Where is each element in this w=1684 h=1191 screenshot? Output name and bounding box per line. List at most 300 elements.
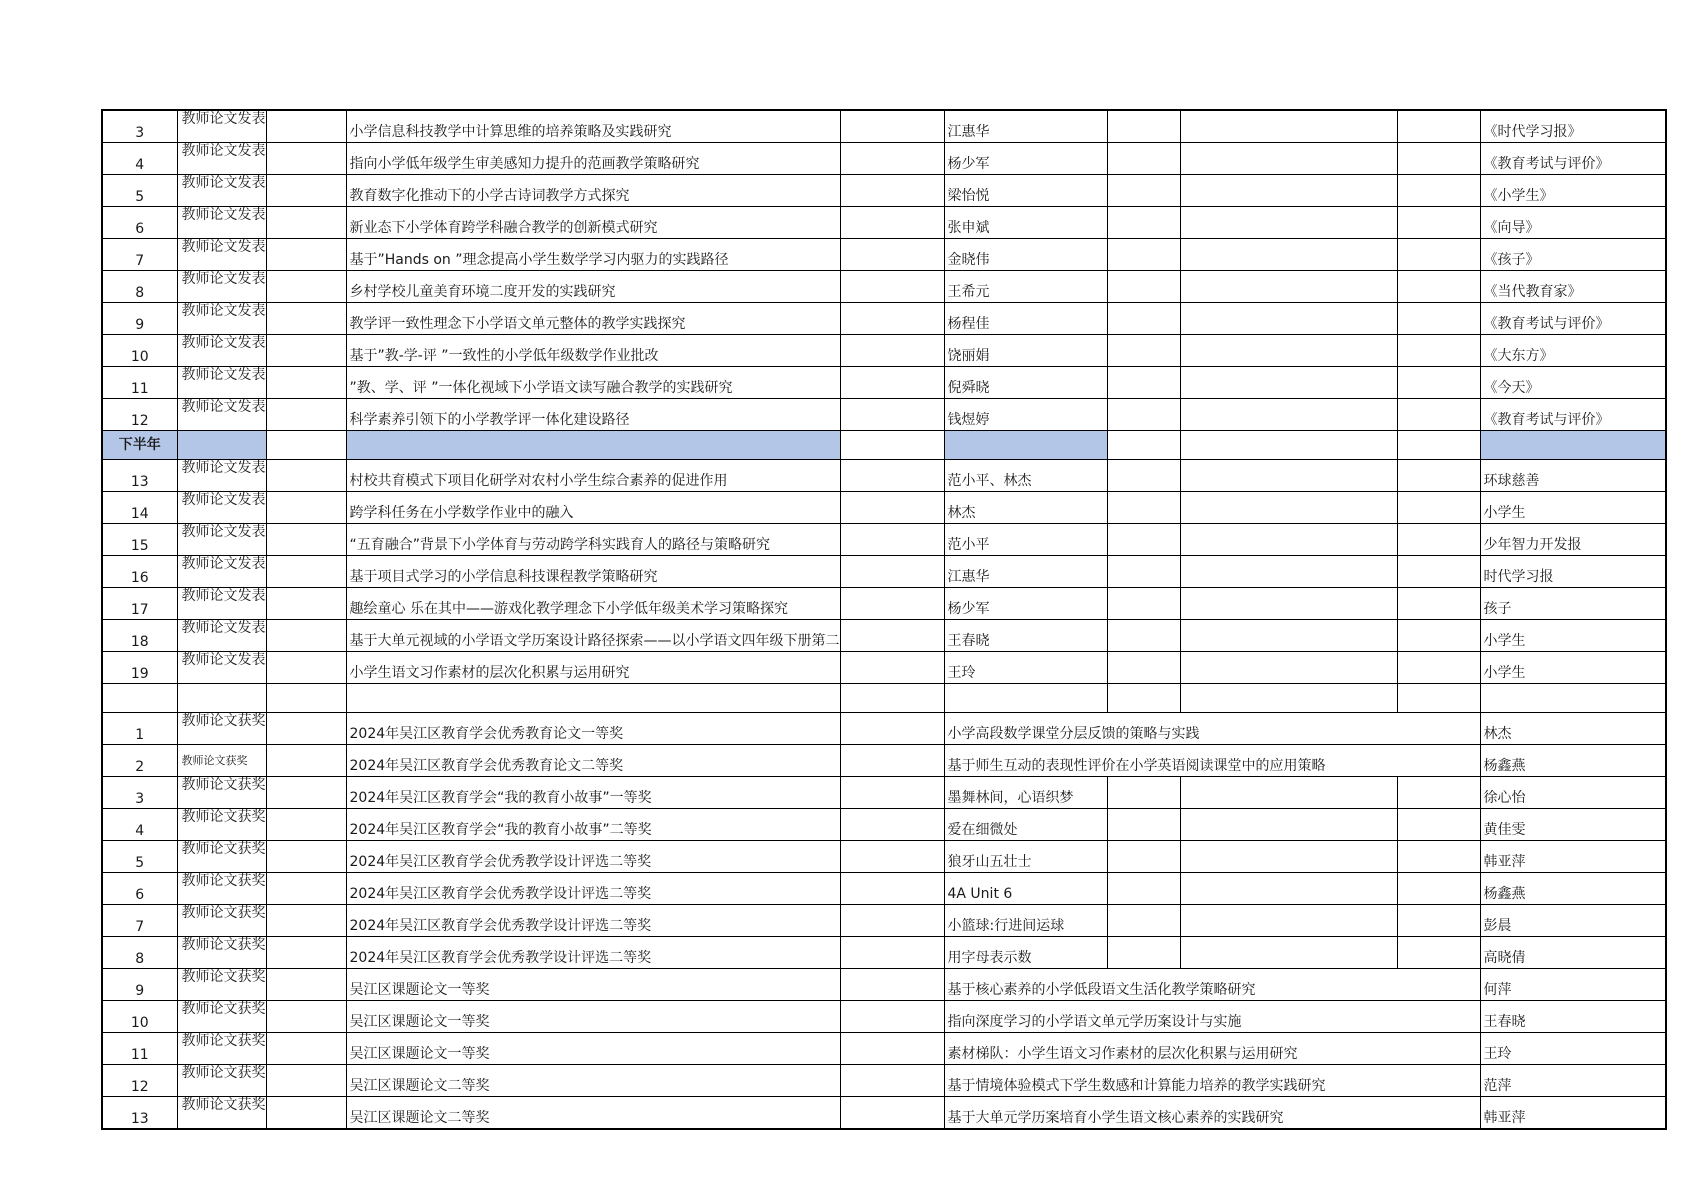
empty-cell bbox=[266, 303, 346, 335]
award-name-cell: 吴江区课题论文一等奖 bbox=[346, 1001, 840, 1033]
blank-cell bbox=[346, 684, 840, 713]
paper-title-cell: 跨学科任务在小学数学作业中的融入 bbox=[346, 492, 840, 524]
empty-cell bbox=[1107, 460, 1180, 492]
paper-title-cell: 村校共育模式下项目化研学对农村小学生综合素养的促进作用 bbox=[346, 460, 840, 492]
row-number: 17 bbox=[102, 588, 177, 620]
blank-cell bbox=[1397, 684, 1480, 713]
row-number: 13 bbox=[102, 460, 177, 492]
publication-cell: 小学生 bbox=[1480, 652, 1666, 684]
empty-cell bbox=[1107, 841, 1180, 873]
person-cell: 王玲 bbox=[1480, 1033, 1666, 1065]
empty-cell bbox=[840, 652, 944, 684]
person-cell: 林杰 bbox=[1480, 713, 1666, 745]
section-cell bbox=[1397, 431, 1480, 460]
publication-cell: 《教育考试与评价》 bbox=[1480, 143, 1666, 175]
empty-cell bbox=[1397, 873, 1480, 905]
row-number: 10 bbox=[102, 335, 177, 367]
person-cell: 杨鑫燕 bbox=[1480, 745, 1666, 777]
row-number: 12 bbox=[102, 399, 177, 431]
blank-cell bbox=[944, 684, 1107, 713]
empty-cell bbox=[840, 271, 944, 303]
person-cell: 高晓倩 bbox=[1480, 937, 1666, 969]
publication-cell: 《小学生》 bbox=[1480, 175, 1666, 207]
empty-cell bbox=[266, 271, 346, 303]
empty-cell bbox=[266, 841, 346, 873]
empty-cell bbox=[840, 335, 944, 367]
paper-title-cell: 小学信息科技教学中计算思维的培养策略及实践研究 bbox=[346, 110, 840, 143]
category-cell: 教师论文获奖 bbox=[177, 713, 266, 745]
award-name-cell: 2024年吴江区教育学会优秀教学设计评选二等奖 bbox=[346, 841, 840, 873]
empty-cell bbox=[840, 303, 944, 335]
award-name-cell: 2024年吴江区教育学会“我的教育小故事”一等奖 bbox=[346, 777, 840, 809]
award-title-cell: 小篮球:行进间运球 bbox=[944, 905, 1107, 937]
empty-cell bbox=[840, 207, 944, 239]
empty-cell bbox=[266, 1033, 346, 1065]
category-cell: 教师论文发表 bbox=[177, 367, 266, 399]
empty-cell bbox=[1107, 652, 1180, 684]
empty-cell bbox=[1107, 207, 1180, 239]
row-number: 7 bbox=[102, 905, 177, 937]
empty-cell bbox=[1180, 524, 1397, 556]
category-cell: 教师论文发表 bbox=[177, 303, 266, 335]
blank-cell bbox=[1480, 684, 1666, 713]
row-number: 12 bbox=[102, 1065, 177, 1097]
person-cell: 彭晨 bbox=[1480, 905, 1666, 937]
empty-cell bbox=[266, 399, 346, 431]
empty-cell bbox=[1397, 175, 1480, 207]
author-cell: 范小平、林杰 bbox=[944, 460, 1107, 492]
category-cell: 教师论文发表 bbox=[177, 492, 266, 524]
row-number: 6 bbox=[102, 207, 177, 239]
empty-cell bbox=[266, 620, 346, 652]
award-title-cell: 基于师生互动的表现性评价在小学英语阅读课堂中的应用策略 bbox=[944, 745, 1480, 777]
paper-title-cell: 新业态下小学体育跨学科融合教学的创新模式研究 bbox=[346, 207, 840, 239]
section-cell bbox=[840, 431, 944, 460]
paper-title-cell: ”教、学、评 ”一体化视域下小学语文读写融合教学的实践研究 bbox=[346, 367, 840, 399]
empty-cell bbox=[840, 809, 944, 841]
person-cell: 黄佳雯 bbox=[1480, 809, 1666, 841]
empty-cell bbox=[1180, 335, 1397, 367]
paper-title-cell: 基于大单元视域的小学语文学历案设计路径探索——以小学语文四年级下册第二 bbox=[346, 620, 840, 652]
table-row bbox=[102, 556, 1666, 588]
empty-cell bbox=[840, 399, 944, 431]
empty-cell bbox=[266, 905, 346, 937]
award-name-cell: 2024年吴江区教育学会“我的教育小故事”二等奖 bbox=[346, 809, 840, 841]
empty-cell bbox=[1107, 335, 1180, 367]
empty-cell bbox=[840, 1033, 944, 1065]
person-cell: 何萍 bbox=[1480, 969, 1666, 1001]
blank-cell bbox=[177, 684, 266, 713]
section-cell bbox=[944, 431, 1107, 460]
empty-cell bbox=[1397, 524, 1480, 556]
empty-cell bbox=[266, 1097, 346, 1130]
category-cell: 教师论文发表 bbox=[177, 207, 266, 239]
empty-cell bbox=[840, 1097, 944, 1130]
table-row bbox=[102, 652, 1666, 684]
table-row bbox=[102, 492, 1666, 524]
paper-title-cell: 乡村学校儿童美育环境二度开发的实践研究 bbox=[346, 271, 840, 303]
category-cell: 教师论文获奖 bbox=[177, 1001, 266, 1033]
blank-row bbox=[102, 684, 1666, 713]
award-name-cell: 2024年吴江区教育学会优秀教育论文二等奖 bbox=[346, 745, 840, 777]
row-number: 2 bbox=[102, 745, 177, 777]
empty-cell bbox=[266, 110, 346, 143]
empty-cell bbox=[266, 652, 346, 684]
row-number: 6 bbox=[102, 873, 177, 905]
category-cell: 教师论文发表 bbox=[177, 399, 266, 431]
award-name-cell: 2024年吴江区教育学会优秀教学设计评选二等奖 bbox=[346, 937, 840, 969]
author-cell: 王希元 bbox=[944, 271, 1107, 303]
empty-cell bbox=[1107, 524, 1180, 556]
empty-cell bbox=[266, 809, 346, 841]
category-cell: 教师论文获奖 bbox=[177, 1097, 266, 1130]
empty-cell bbox=[1180, 175, 1397, 207]
author-cell: 倪舜晓 bbox=[944, 367, 1107, 399]
empty-cell bbox=[840, 588, 944, 620]
award-name-cell: 2024年吴江区教育学会优秀教学设计评选二等奖 bbox=[346, 905, 840, 937]
section-label: 下半年 bbox=[102, 431, 177, 460]
row-number: 5 bbox=[102, 841, 177, 873]
table-row bbox=[102, 937, 1666, 969]
empty-cell bbox=[1107, 399, 1180, 431]
table-row bbox=[102, 335, 1666, 367]
award-name-cell: 吴江区课题论文二等奖 bbox=[346, 1065, 840, 1097]
empty-cell bbox=[1180, 239, 1397, 271]
category-cell: 教师论文发表 bbox=[177, 556, 266, 588]
empty-cell bbox=[266, 745, 346, 777]
table-row bbox=[102, 460, 1666, 492]
empty-cell bbox=[266, 556, 346, 588]
person-cell: 韩亚萍 bbox=[1480, 841, 1666, 873]
table-row bbox=[102, 239, 1666, 271]
author-cell: 饶丽娟 bbox=[944, 335, 1107, 367]
publication-cell: 孩子 bbox=[1480, 588, 1666, 620]
empty-cell bbox=[266, 492, 346, 524]
blank-cell bbox=[1180, 684, 1397, 713]
table-row bbox=[102, 143, 1666, 175]
category-cell: 教师论文发表 bbox=[177, 460, 266, 492]
empty-cell bbox=[1397, 207, 1480, 239]
table-row bbox=[102, 1001, 1666, 1033]
section-cell bbox=[346, 431, 840, 460]
author-cell: 杨少军 bbox=[944, 143, 1107, 175]
blank-cell bbox=[1107, 684, 1180, 713]
empty-cell bbox=[1180, 110, 1397, 143]
author-cell: 钱煜婷 bbox=[944, 399, 1107, 431]
author-cell: 杨程佳 bbox=[944, 303, 1107, 335]
empty-cell bbox=[1180, 399, 1397, 431]
empty-cell bbox=[1397, 620, 1480, 652]
blank-cell bbox=[266, 684, 346, 713]
table-row bbox=[102, 1065, 1666, 1097]
empty-cell bbox=[266, 460, 346, 492]
achievement-table bbox=[101, 109, 1667, 1130]
award-name-cell: 吴江区课题论文二等奖 bbox=[346, 1097, 840, 1130]
empty-cell bbox=[840, 1001, 944, 1033]
table-row bbox=[102, 110, 1666, 143]
publication-cell: 《今天》 bbox=[1480, 367, 1666, 399]
empty-cell bbox=[1397, 110, 1480, 143]
empty-cell bbox=[266, 937, 346, 969]
publication-cell: 时代学习报 bbox=[1480, 556, 1666, 588]
empty-cell bbox=[840, 460, 944, 492]
empty-cell bbox=[1180, 207, 1397, 239]
empty-cell bbox=[840, 777, 944, 809]
paper-title-cell: 趣绘童心 乐在其中——游戏化教学理念下小学低年级美术学习策略探究 bbox=[346, 588, 840, 620]
publication-cell: 《教育考试与评价》 bbox=[1480, 303, 1666, 335]
publication-cell: 环球慈善 bbox=[1480, 460, 1666, 492]
award-title-cell: 指向深度学习的小学语文单元学历案设计与实施 bbox=[944, 1001, 1480, 1033]
empty-cell bbox=[266, 175, 346, 207]
table-row bbox=[102, 207, 1666, 239]
publication-cell: 《教育考试与评价》 bbox=[1480, 399, 1666, 431]
empty-cell bbox=[1107, 588, 1180, 620]
category-cell: 教师论文获奖 bbox=[177, 777, 266, 809]
award-title-cell: 小学高段数学课堂分层反馈的策略与实践 bbox=[944, 713, 1480, 745]
empty-cell bbox=[1397, 271, 1480, 303]
row-number: 19 bbox=[102, 652, 177, 684]
table-row bbox=[102, 588, 1666, 620]
award-name-cell: 吴江区课题论文一等奖 bbox=[346, 969, 840, 1001]
empty-cell bbox=[266, 777, 346, 809]
author-cell: 王玲 bbox=[944, 652, 1107, 684]
paper-title-cell: 教学评一致性理念下小学语文单元整体的教学实践探究 bbox=[346, 303, 840, 335]
table-row bbox=[102, 777, 1666, 809]
award-title-cell: 素材梯队：小学生语文习作素材的层次化积累与运用研究 bbox=[944, 1033, 1480, 1065]
row-number: 9 bbox=[102, 969, 177, 1001]
table-row bbox=[102, 1097, 1666, 1130]
empty-cell bbox=[1180, 873, 1397, 905]
empty-cell bbox=[1180, 460, 1397, 492]
empty-cell bbox=[840, 524, 944, 556]
category-cell: 教师论文获奖 bbox=[177, 1033, 266, 1065]
empty-cell bbox=[1180, 937, 1397, 969]
award-title-cell: 4A Unit 6 bbox=[944, 873, 1107, 905]
row-number: 3 bbox=[102, 777, 177, 809]
empty-cell bbox=[1107, 239, 1180, 271]
publication-cell: 小学生 bbox=[1480, 620, 1666, 652]
empty-cell bbox=[1107, 873, 1180, 905]
empty-cell bbox=[1107, 303, 1180, 335]
author-cell: 张申斌 bbox=[944, 207, 1107, 239]
empty-cell bbox=[1107, 905, 1180, 937]
award-title-cell: 基于情境体验模式下学生数感和计算能力培养的教学实践研究 bbox=[944, 1065, 1480, 1097]
empty-cell bbox=[1397, 937, 1480, 969]
table-row bbox=[102, 1033, 1666, 1065]
row-number: 3 bbox=[102, 110, 177, 143]
paper-title-cell: 小学生语文习作素材的层次化积累与运用研究 bbox=[346, 652, 840, 684]
empty-cell bbox=[1180, 777, 1397, 809]
table-row bbox=[102, 399, 1666, 431]
empty-cell bbox=[266, 367, 346, 399]
spacer-section bbox=[102, 684, 1666, 713]
publication-cell: 《向导》 bbox=[1480, 207, 1666, 239]
award-title-cell: 基于核心素养的小学低段语文生活化教学策略研究 bbox=[944, 969, 1480, 1001]
empty-cell bbox=[1180, 556, 1397, 588]
empty-cell bbox=[840, 1065, 944, 1097]
empty-cell bbox=[840, 905, 944, 937]
empty-cell bbox=[266, 524, 346, 556]
table-row bbox=[102, 303, 1666, 335]
empty-cell bbox=[1397, 905, 1480, 937]
empty-cell bbox=[840, 745, 944, 777]
section-cell bbox=[266, 431, 346, 460]
row-number: 8 bbox=[102, 937, 177, 969]
row-number: 11 bbox=[102, 367, 177, 399]
category-cell: 教师论文获奖 bbox=[177, 873, 266, 905]
empty-cell bbox=[840, 841, 944, 873]
row-number: 4 bbox=[102, 143, 177, 175]
table-row bbox=[102, 873, 1666, 905]
row-number: 7 bbox=[102, 239, 177, 271]
blank-cell bbox=[840, 684, 944, 713]
category-cell: 教师论文获奖 bbox=[177, 809, 266, 841]
category-cell: 教师论文获奖 bbox=[177, 937, 266, 969]
author-cell: 梁怡悦 bbox=[944, 175, 1107, 207]
empty-cell bbox=[1180, 143, 1397, 175]
paper-title-cell: 基于”Hands on ”理念提高小学生数学学习内驱力的实践路径 bbox=[346, 239, 840, 271]
empty-cell bbox=[266, 143, 346, 175]
empty-cell bbox=[1397, 460, 1480, 492]
author-cell: 林杰 bbox=[944, 492, 1107, 524]
category-cell: 教师论文发表 bbox=[177, 588, 266, 620]
empty-cell bbox=[1397, 652, 1480, 684]
section-cell bbox=[177, 431, 266, 460]
row-number: 13 bbox=[102, 1097, 177, 1130]
award-name-cell: 2024年吴江区教育学会优秀教学设计评选二等奖 bbox=[346, 873, 840, 905]
author-cell: 江惠华 bbox=[944, 556, 1107, 588]
empty-cell bbox=[1397, 239, 1480, 271]
table-row bbox=[102, 271, 1666, 303]
category-cell: 教师论文获奖 bbox=[177, 1065, 266, 1097]
empty-cell bbox=[1397, 143, 1480, 175]
empty-cell bbox=[1397, 556, 1480, 588]
empty-cell bbox=[840, 713, 944, 745]
empty-cell bbox=[1180, 905, 1397, 937]
empty-cell bbox=[266, 713, 346, 745]
author-cell: 江惠华 bbox=[944, 110, 1107, 143]
category-cell: 教师论文获奖 bbox=[177, 969, 266, 1001]
empty-cell bbox=[840, 969, 944, 1001]
category-cell: 教师论文发表 bbox=[177, 652, 266, 684]
award-title-cell: 爱在细微处 bbox=[944, 809, 1107, 841]
section-header-row bbox=[102, 431, 1666, 460]
published-papers-first-half bbox=[102, 110, 1666, 431]
table-row bbox=[102, 175, 1666, 207]
empty-cell bbox=[840, 937, 944, 969]
row-number: 1 bbox=[102, 713, 177, 745]
empty-cell bbox=[266, 335, 346, 367]
author-cell: 杨少军 bbox=[944, 588, 1107, 620]
blank-cell bbox=[102, 684, 177, 713]
empty-cell bbox=[1397, 809, 1480, 841]
author-cell: 金晓伟 bbox=[944, 239, 1107, 271]
publication-cell: 《孩子》 bbox=[1480, 239, 1666, 271]
empty-cell bbox=[840, 110, 944, 143]
empty-cell bbox=[1107, 492, 1180, 524]
row-number: 15 bbox=[102, 524, 177, 556]
empty-cell bbox=[840, 143, 944, 175]
publication-cell: 小学生 bbox=[1480, 492, 1666, 524]
row-number: 5 bbox=[102, 175, 177, 207]
paper-title-cell: 科学素养引领下的小学教学评一体化建设路径 bbox=[346, 399, 840, 431]
empty-cell bbox=[1180, 620, 1397, 652]
second-half-section bbox=[102, 431, 1666, 460]
person-cell: 王春晓 bbox=[1480, 1001, 1666, 1033]
empty-cell bbox=[1397, 841, 1480, 873]
award-papers bbox=[102, 713, 1666, 1130]
empty-cell bbox=[1180, 841, 1397, 873]
person-cell: 杨鑫燕 bbox=[1480, 873, 1666, 905]
empty-cell bbox=[1107, 271, 1180, 303]
category-cell: 教师论文发表 bbox=[177, 335, 266, 367]
table-row bbox=[102, 713, 1666, 745]
empty-cell bbox=[840, 239, 944, 271]
category-cell: 教师论文发表 bbox=[177, 239, 266, 271]
row-number: 4 bbox=[102, 809, 177, 841]
category-cell: 教师论文发表 bbox=[177, 271, 266, 303]
row-number: 11 bbox=[102, 1033, 177, 1065]
table-row bbox=[102, 969, 1666, 1001]
paper-title-cell: 基于项目式学习的小学信息科技课程教学策略研究 bbox=[346, 556, 840, 588]
person-cell: 范萍 bbox=[1480, 1065, 1666, 1097]
section-cell bbox=[1480, 431, 1666, 460]
empty-cell bbox=[1180, 303, 1397, 335]
category-cell: 教师论文发表 bbox=[177, 110, 266, 143]
row-number: 18 bbox=[102, 620, 177, 652]
award-title-cell: 基于大单元学历案培育小学生语文核心素养的实践研究 bbox=[944, 1097, 1480, 1130]
category-cell: 教师论文发表 bbox=[177, 620, 266, 652]
empty-cell bbox=[1397, 399, 1480, 431]
category-cell: 教师论文获奖 bbox=[177, 905, 266, 937]
category-cell: 教师论文获奖 bbox=[177, 745, 266, 777]
empty-cell bbox=[1107, 937, 1180, 969]
publication-cell: 《当代教育家》 bbox=[1480, 271, 1666, 303]
empty-cell bbox=[1107, 175, 1180, 207]
empty-cell bbox=[1107, 110, 1180, 143]
empty-cell bbox=[266, 207, 346, 239]
row-number: 9 bbox=[102, 303, 177, 335]
table-row bbox=[102, 905, 1666, 937]
publication-cell: 少年智力开发报 bbox=[1480, 524, 1666, 556]
empty-cell bbox=[1397, 335, 1480, 367]
table-row bbox=[102, 841, 1666, 873]
paper-title-cell: “五育融合”背景下小学体育与劳动跨学科实践育人的路径与策略研究 bbox=[346, 524, 840, 556]
empty-cell bbox=[1107, 777, 1180, 809]
table-row bbox=[102, 809, 1666, 841]
empty-cell bbox=[1397, 303, 1480, 335]
empty-cell bbox=[1397, 588, 1480, 620]
published-papers-second-half bbox=[102, 460, 1666, 684]
empty-cell bbox=[1180, 588, 1397, 620]
paper-title-cell: 教育数字化推动下的小学古诗词教学方式探究 bbox=[346, 175, 840, 207]
award-title-cell: 墨舞林间，心语织梦 bbox=[944, 777, 1107, 809]
empty-cell bbox=[1397, 367, 1480, 399]
empty-cell bbox=[1180, 271, 1397, 303]
empty-cell bbox=[266, 588, 346, 620]
row-number: 16 bbox=[102, 556, 177, 588]
empty-cell bbox=[266, 969, 346, 1001]
table-row bbox=[102, 745, 1666, 777]
empty-cell bbox=[840, 175, 944, 207]
row-number: 8 bbox=[102, 271, 177, 303]
section-cell bbox=[1107, 431, 1180, 460]
empty-cell bbox=[266, 1001, 346, 1033]
award-title-cell: 狼牙山五壮士 bbox=[944, 841, 1107, 873]
award-name-cell: 吴江区课题论文一等奖 bbox=[346, 1033, 840, 1065]
author-cell: 王春晓 bbox=[944, 620, 1107, 652]
empty-cell bbox=[1180, 652, 1397, 684]
